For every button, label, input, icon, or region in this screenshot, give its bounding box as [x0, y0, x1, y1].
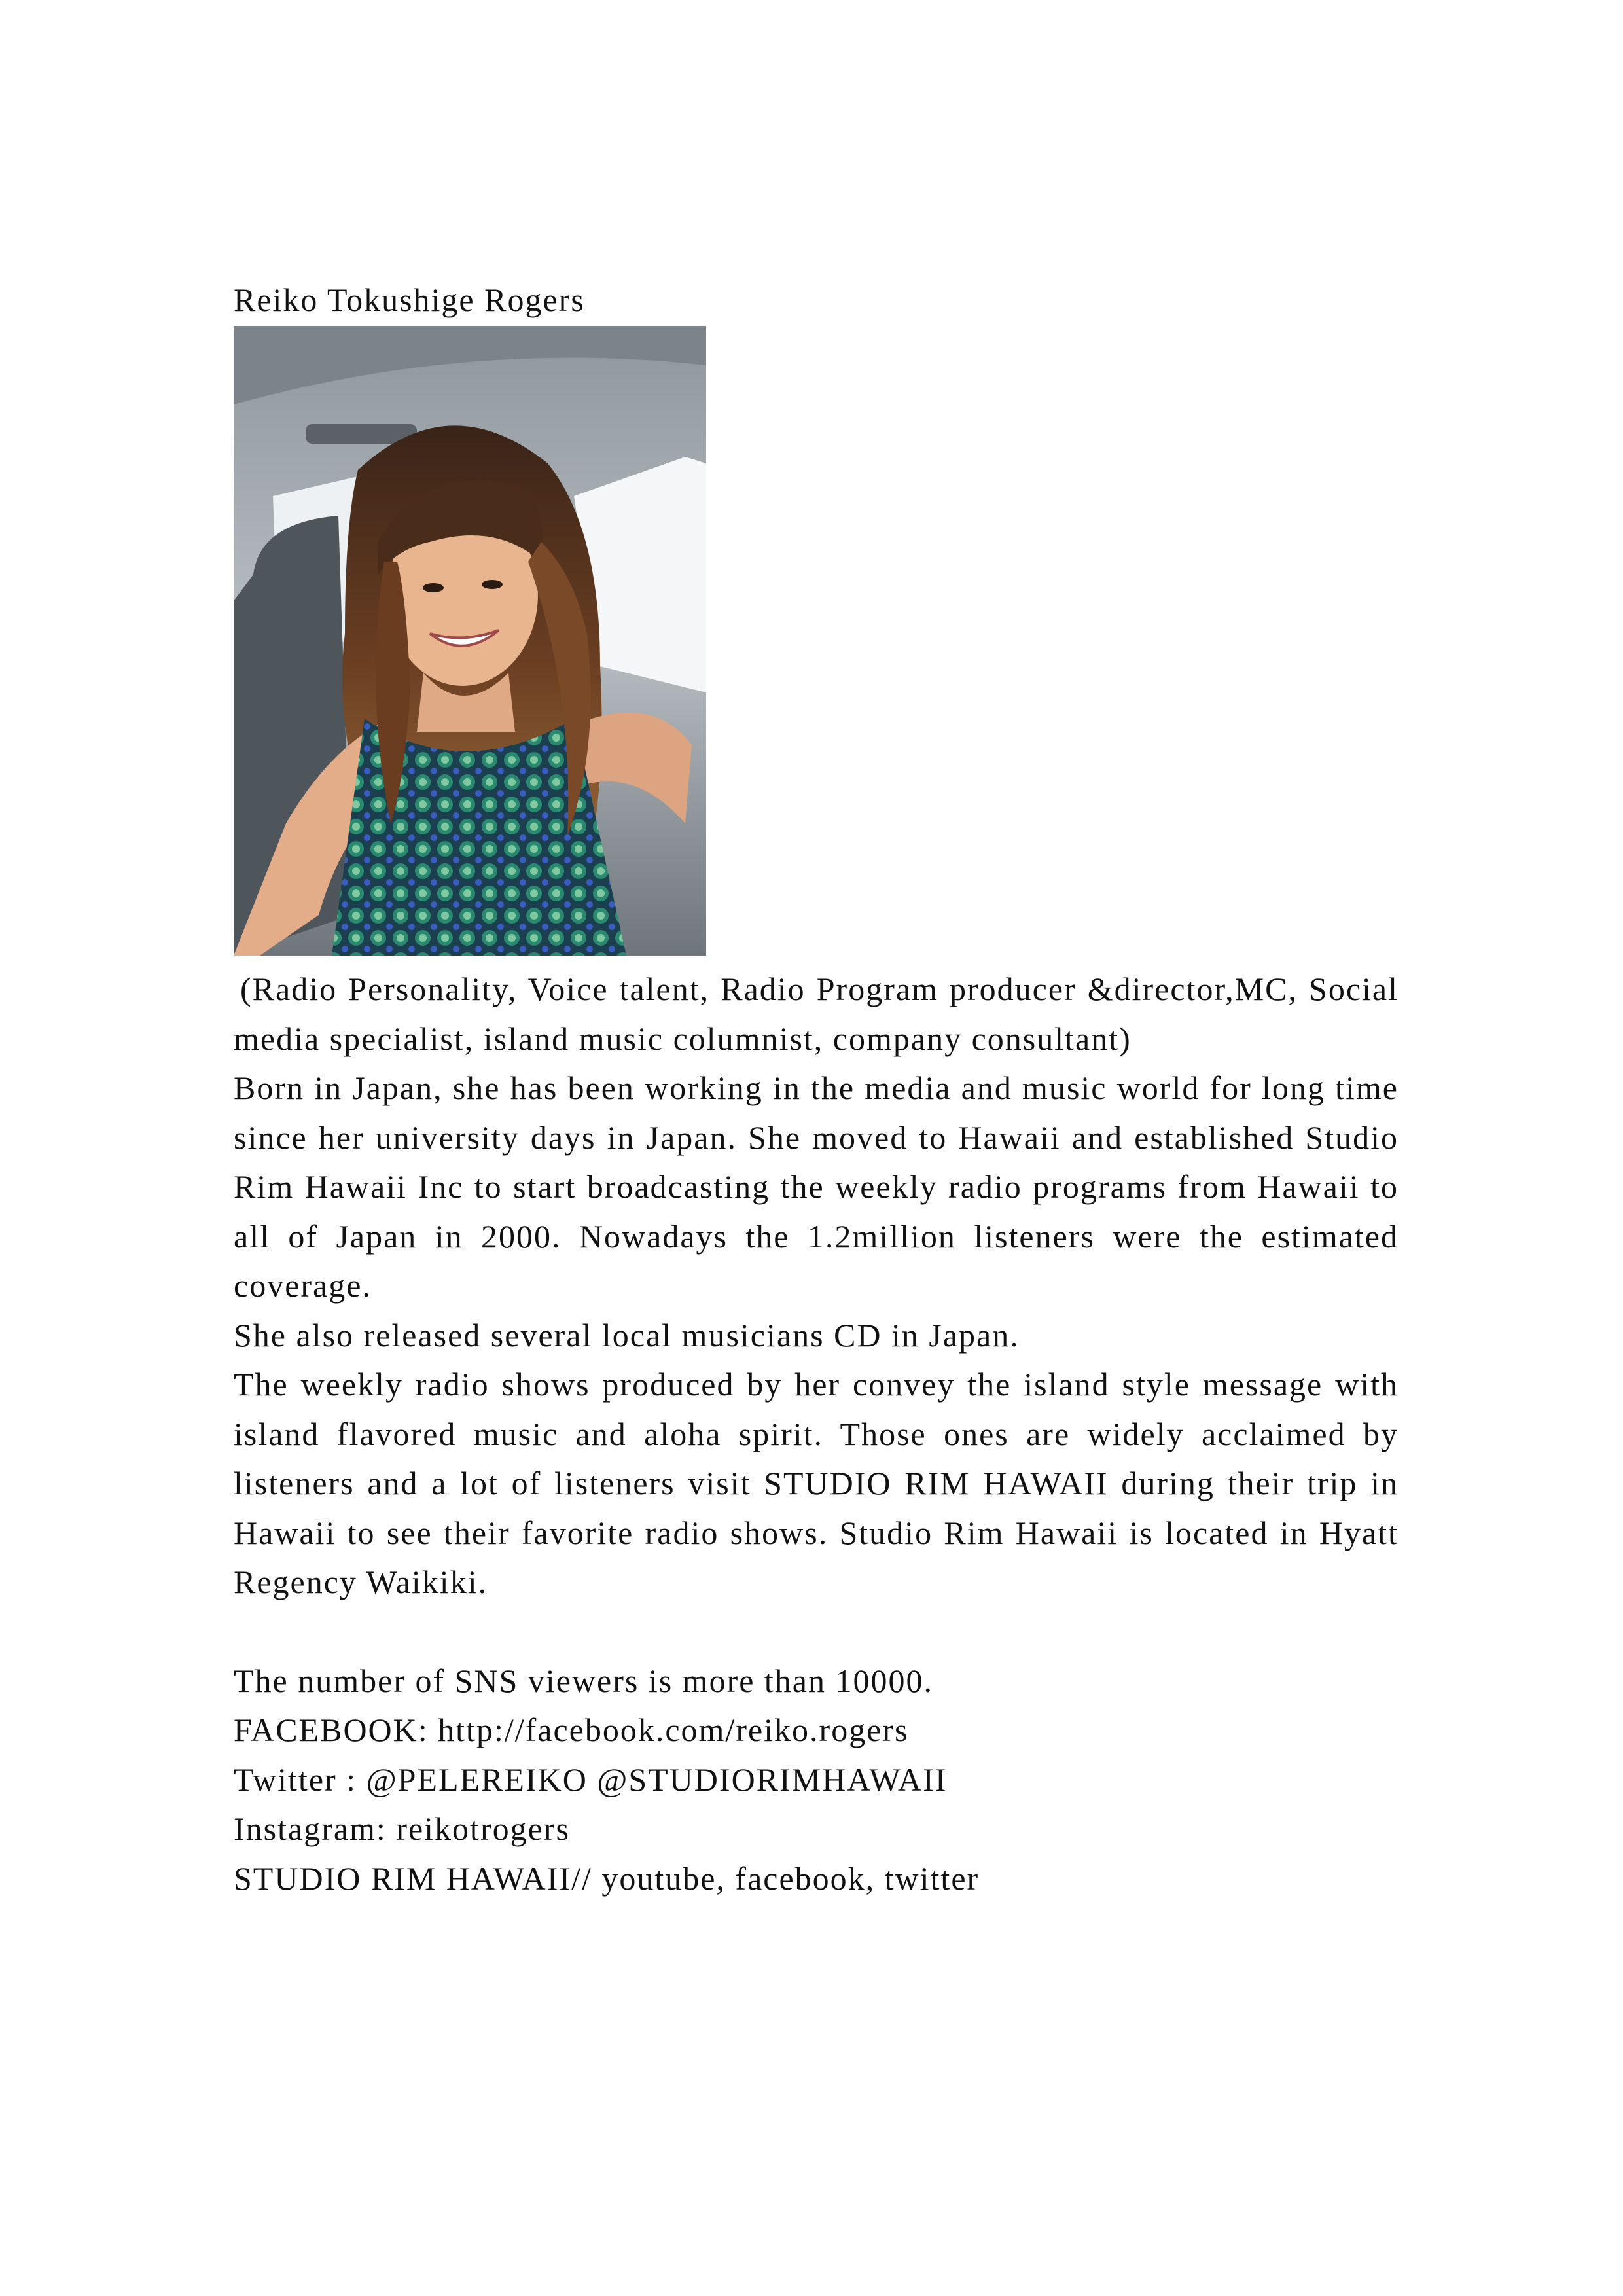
bio-paragraph-2: She also released several local musicians CD in Japan. [234, 1316, 1020, 1354]
studio-rim-channels: STUDIO RIM HAWAII// youtube, facebook, twitter [234, 1859, 980, 1897]
profile-page [234, 275, 1399, 1903]
facebook-link[interactable]: FACEBOOK: http://facebook.com/reiko.rogers [234, 1712, 909, 1748]
profile-photo [234, 326, 706, 956]
bio-paragraph-1: Born in Japan, she has been working in the media and music world for long time since her university days in Japan. She moved to Hawaii and established Studio Rim Hawaii Inc to start broadcasting the weekly radio programs from Hawaii to all of Japan in 2000. Nowadays the 1.2million listeners were the estimated coverage. [234, 1069, 1399, 1304]
twitter-handles[interactable]: Twitter : @PELEREIKO @STUDIORIMHAWAII [234, 1761, 948, 1798]
bio-paragraph-3: The weekly radio shows produced by her convey the island style message with island flavored music and aloha spirit. Those ones are widely acclaimed by listeners and a lot of listeners visit STUDIO RIM HAWAII during their trip in Hawaii to see their favorite radio shows. Studio Rim Hawaii is located in Hyatt Regency Waikiki. [234, 1366, 1399, 1600]
spacer [234, 1607, 1399, 1657]
profile-name: Reiko Tokushige Rogers [234, 281, 585, 318]
sns-viewers: The number of SNS viewers is more than 10000. [234, 1662, 934, 1699]
instagram-handle[interactable]: Instagram: reikotrogers [234, 1810, 570, 1847]
roles-paragraph: (Radio Personality, Voice talent, Radio Program producer &director,MC, Social media specialist, island music columnist, company consultant) [234, 971, 1399, 1057]
